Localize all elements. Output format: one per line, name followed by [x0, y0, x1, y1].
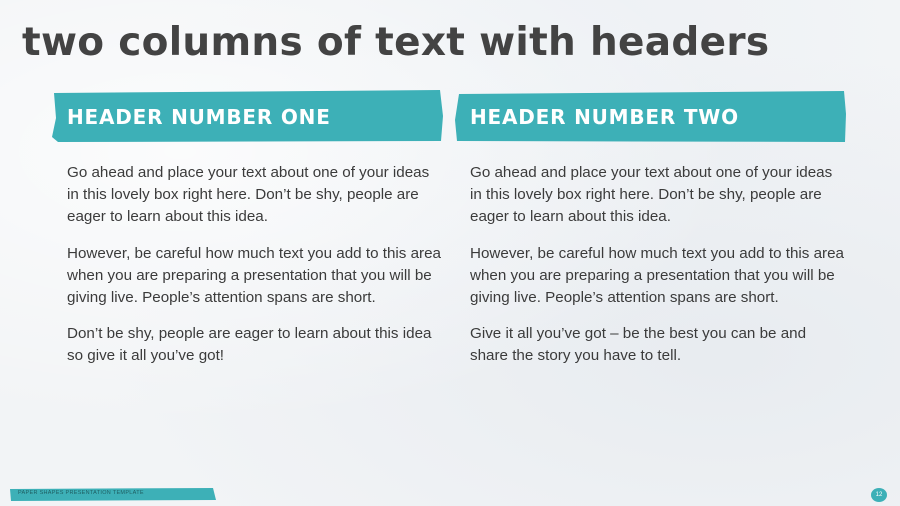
column-two-paragraph-1: Go ahead and place your text about one of your ideas in this lovely box right here. Don’t be shy, people are eager to learn about this idea.	[470, 164, 833, 226]
footer-tab	[10, 488, 216, 501]
column-two	[455, 90, 845, 382]
header-two: HEADER NUMBER TWO	[470, 105, 739, 129]
column-two-paragraph-3: Give it all you’ve got – be the best you can be and share the story you have to tell.	[470, 325, 807, 365]
column-one-body	[52, 142, 442, 368]
column-two-paragraph-2: However, be careful how much text you add to this area when you are preparing a presentation that you will be giving live. People’s attention spans are short.	[470, 244, 844, 307]
column-one-paragraph-2: However, be careful how much text you add to this area when you are preparing a presentation that you will be giving live. People’s attention spans are short.	[67, 244, 441, 307]
header-band-two	[455, 90, 845, 142]
column-two-body	[455, 142, 845, 368]
page-number-badge: 12	[871, 488, 887, 502]
header-band-one	[52, 90, 442, 142]
column-one	[52, 90, 442, 382]
column-one-paragraph-1: Go ahead and place your text about one of your ideas in this lovely box right here. Don’t be shy, people are eager to learn about this idea.	[67, 164, 430, 226]
header-one: HEADER NUMBER ONE	[67, 105, 331, 129]
slide-title: two columns of text with headers	[22, 20, 770, 65]
column-one-paragraph-3: Don’t be shy, people are eager to learn about this idea so give it all you’ve got!	[67, 325, 432, 365]
footer-template-name: PAPER SHAPES PRESENTATION TEMPLATE	[18, 490, 144, 496]
